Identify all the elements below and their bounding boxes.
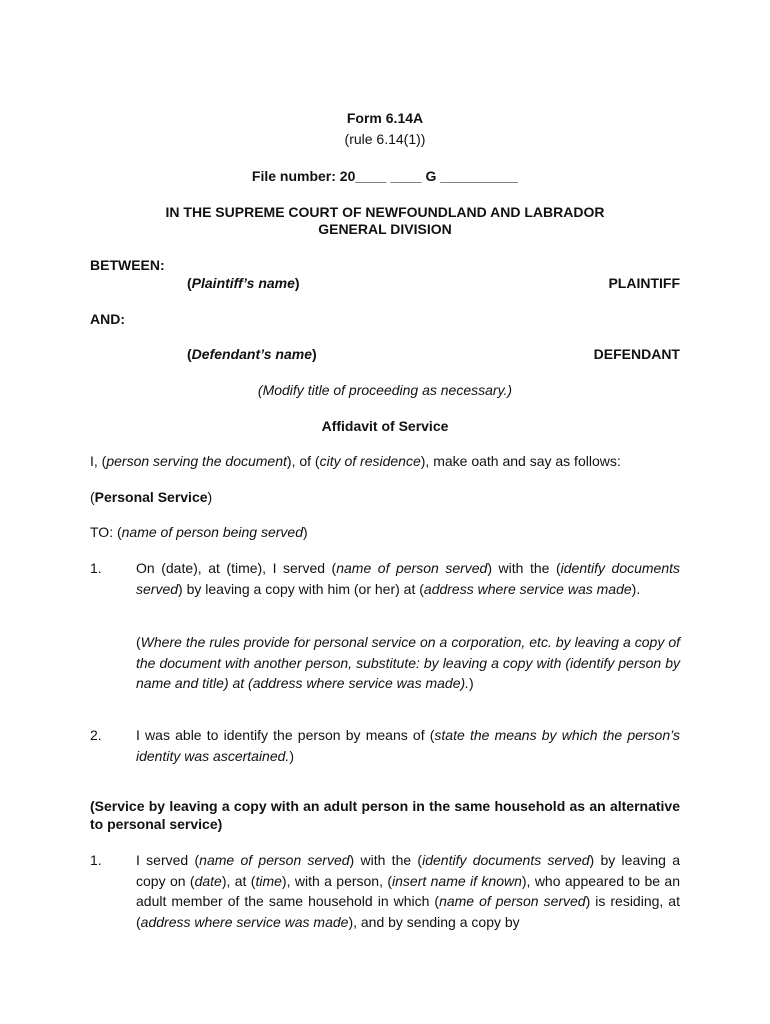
personal-service-heading: (Personal Service)	[90, 489, 213, 505]
rule-reference: (rule 6.14(1))	[344, 131, 426, 147]
defendant-label: DEFENDANT	[593, 346, 680, 362]
item-1-note: (Where the rules provide for personal service on a corporation, etc. by leaving a copy of the document with another person, substitute: by leaving a copy with (identify person by name and title) at (address where service was made).)	[136, 634, 680, 691]
form-number: Form 6.14A	[346, 110, 424, 126]
item-3-number: 1.	[90, 852, 102, 868]
item-1-number: 1.	[90, 560, 102, 576]
to-line: TO: (name of person being served)	[90, 524, 308, 540]
item-1-text: On (date), at (time), I served (name of person served) with the (identify documents served) by leaving a copy with him (or her) at (address where service was made).	[136, 560, 681, 597]
item-3-text: I served (name of person served) with the (identify documents served) by leaving a copy on (date), at (time), with a person, (insert name if known), who appeared to be an adult member of the same household in which (name of person served) is residing, at (address where service was made), and by sending a copy by	[136, 852, 680, 930]
plaintiff-name: (Plaintiff’s name)	[187, 275, 300, 291]
item-2-text: I was able to identify the person by means of (state the means by which the person’s identity was ascertained.)	[136, 727, 680, 764]
document-title: Affidavit of Service	[321, 418, 449, 434]
and-label: AND:	[90, 311, 125, 327]
modify-note: (Modify title of proceeding as necessary.)	[257, 382, 513, 398]
file-number: File number: 20____ ____ G __________	[251, 168, 519, 184]
defendant-name: (Defendant’s name)	[187, 346, 317, 362]
court-name: IN THE SUPREME COURT OF NEWFOUNDLAND AND LABRADOR	[165, 204, 605, 220]
between-label: BETWEEN:	[90, 257, 165, 273]
plaintiff-label: PLAINTIFF	[608, 275, 680, 291]
court-division: GENERAL DIVISION	[318, 221, 452, 237]
intro-line: I, (person serving the document), of (city of residence), make oath and say as follows:	[90, 453, 621, 469]
item-2-number: 2.	[90, 727, 102, 743]
household-service-heading: (Service by leaving a copy with an adult person in the same household as an alternative to personal service)	[90, 798, 680, 832]
